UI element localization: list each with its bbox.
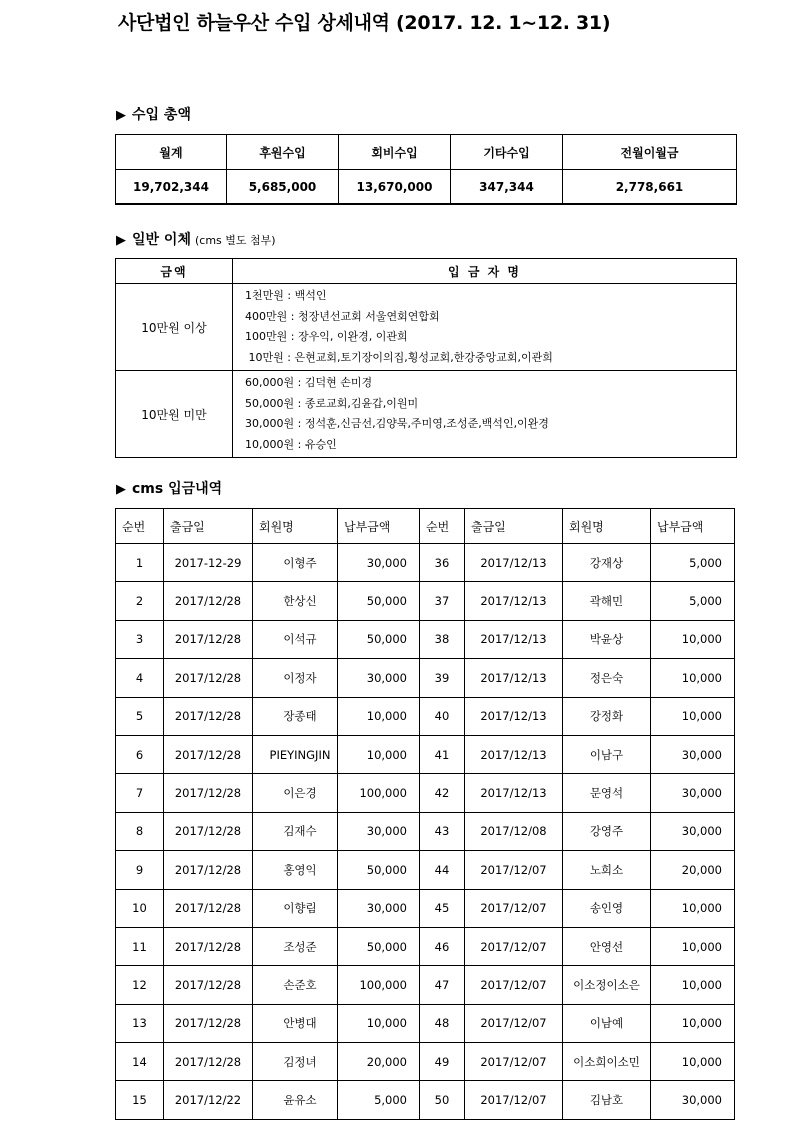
payment-amount: 10,000 — [651, 659, 735, 697]
member-name: 박윤상 — [563, 620, 651, 658]
payment-amount: 10,000 — [651, 620, 735, 658]
amount-category: 10만원 이상 — [116, 284, 233, 371]
general-transfer-table — [115, 258, 737, 458]
member-name: 이소희이소민 — [563, 1043, 651, 1081]
payment-amount: 50,000 — [338, 927, 420, 965]
row-number: 3 — [116, 620, 164, 658]
withdrawal-date: 2017/12/28 — [164, 889, 253, 927]
member-name: 강영주 — [563, 812, 651, 850]
withdrawal-date: 2017/12/22 — [164, 1081, 253, 1119]
payment-amount: 5,000 — [651, 544, 735, 582]
withdrawal-date: 2017/12/28 — [164, 927, 253, 965]
member-name: 윤유소 — [253, 1081, 338, 1119]
row-number: 37 — [420, 582, 465, 620]
withdrawal-date: 2017/12/13 — [465, 544, 563, 582]
withdrawal-date: 2017/12/13 — [465, 582, 563, 620]
member-name: 김정녀 — [253, 1043, 338, 1081]
withdrawal-date: 2017/12/13 — [465, 774, 563, 812]
row-number: 12 — [116, 966, 164, 1004]
list-item: 10만원 : 은현교회,토기장이의집,횡성교회,한강중앙교회,이관희 — [245, 350, 553, 364]
payment-amount: 10,000 — [651, 889, 735, 927]
row-number: 6 — [116, 735, 164, 773]
row-number: 11 — [116, 927, 164, 965]
withdrawal-date: 2017/12/28 — [164, 582, 253, 620]
member-name: 이남예 — [563, 1004, 651, 1042]
row-number: 10 — [116, 889, 164, 927]
row-number: 50 — [420, 1081, 465, 1119]
member-name: 문영석 — [563, 774, 651, 812]
table-row — [116, 927, 735, 965]
withdrawal-date: 2017/12/28 — [164, 812, 253, 850]
row-number: 14 — [116, 1043, 164, 1081]
amount-category: 10만원 미만 — [116, 371, 233, 458]
section-heading-cms — [116, 478, 222, 498]
member-name: 안영선 — [563, 927, 651, 965]
header-cell: 월계 — [116, 135, 227, 170]
other-value: 347,344 — [451, 170, 563, 205]
member-name: 노희소 — [563, 851, 651, 889]
row-number: 8 — [116, 812, 164, 850]
row-number: 46 — [420, 927, 465, 965]
withdrawal-date: 2017/12/13 — [465, 620, 563, 658]
table-row — [116, 544, 735, 582]
member-name: 홍영익 — [253, 851, 338, 889]
list-item: 100만원 : 장우익, 이완경, 이관희 — [245, 330, 408, 343]
withdrawal-date: 2017/12/07 — [465, 851, 563, 889]
member-name: 이남구 — [563, 735, 651, 773]
row-number: 5 — [116, 697, 164, 735]
payment-amount: 20,000 — [651, 851, 735, 889]
payment-amount: 10,000 — [338, 697, 420, 735]
table-row — [116, 620, 735, 658]
member-name: 조성준 — [253, 927, 338, 965]
payment-amount: 50,000 — [338, 620, 420, 658]
header-cell: 회원명 — [253, 509, 338, 544]
header-cell: 회원명 — [563, 509, 651, 544]
table-row — [116, 371, 737, 458]
header-cell: 전월이월금 — [563, 135, 737, 170]
header-cell: 납부금액 — [338, 509, 420, 544]
header-cell: 납부금액 — [651, 509, 735, 544]
section-title: cms 입금내역 — [132, 481, 223, 497]
header-cell: 출금일 — [164, 509, 253, 544]
withdrawal-date: 2017/12/13 — [465, 735, 563, 773]
triangle-bullet-icon: ▶ — [116, 108, 126, 123]
row-number: 15 — [116, 1081, 164, 1119]
withdrawal-date: 2017/12/28 — [164, 620, 253, 658]
header-cell: 기타수입 — [451, 135, 563, 170]
row-number: 41 — [420, 735, 465, 773]
donation-value: 5,685,000 — [227, 170, 339, 205]
payment-amount: 10,000 — [338, 735, 420, 773]
row-number: 47 — [420, 966, 465, 1004]
member-name: 김재수 — [253, 812, 338, 850]
depositor-list — [233, 284, 737, 371]
header-cell: 입 금 자 명 — [233, 259, 737, 284]
header-cell: 후원수입 — [227, 135, 339, 170]
payment-amount: 30,000 — [651, 812, 735, 850]
row-number: 4 — [116, 659, 164, 697]
withdrawal-date: 2017/12/07 — [465, 1081, 563, 1119]
member-name: 안병대 — [253, 1004, 338, 1042]
page-title: 사단법인 하늘우산 수입 상세내역 (2017. 12. 1~12. 31) — [118, 12, 611, 34]
payment-amount: 100,000 — [338, 966, 420, 1004]
table-row — [116, 1004, 735, 1042]
withdrawal-date: 2017/12/28 — [164, 966, 253, 1004]
list-item: 1천만원 : 백석인 — [245, 289, 327, 302]
withdrawal-date: 2017-12-29 — [164, 544, 253, 582]
table-row — [116, 889, 735, 927]
payment-amount: 20,000 — [338, 1043, 420, 1081]
withdrawal-date: 2017/12/07 — [465, 889, 563, 927]
header-cell: 금액 — [116, 259, 233, 284]
payment-amount: 10,000 — [338, 1004, 420, 1042]
payment-amount: 10,000 — [651, 697, 735, 735]
table-header-row — [116, 509, 735, 544]
list-item: 60,000원 : 김덕현 손미경 — [245, 376, 373, 389]
member-name: 김남호 — [563, 1081, 651, 1119]
income-summary-table — [115, 134, 737, 205]
carryover-value: 2,778,661 — [563, 170, 737, 205]
header-cell: 회비수입 — [339, 135, 451, 170]
row-number: 36 — [420, 544, 465, 582]
row-number: 7 — [116, 774, 164, 812]
payment-amount: 50,000 — [338, 851, 420, 889]
payment-amount: 100,000 — [338, 774, 420, 812]
withdrawal-date: 2017/12/28 — [164, 1004, 253, 1042]
withdrawal-date: 2017/12/28 — [164, 774, 253, 812]
payment-amount: 50,000 — [338, 582, 420, 620]
table-row — [116, 851, 735, 889]
payment-amount: 30,000 — [651, 774, 735, 812]
withdrawal-date: 2017/12/28 — [164, 659, 253, 697]
row-number: 45 — [420, 889, 465, 927]
payment-amount: 30,000 — [651, 735, 735, 773]
member-name: PIEYINGJIN — [253, 735, 338, 773]
section-heading-total — [116, 104, 191, 124]
row-number: 39 — [420, 659, 465, 697]
table-row — [116, 659, 735, 697]
table-row — [116, 966, 735, 1004]
payment-amount: 30,000 — [338, 544, 420, 582]
table-row — [116, 697, 735, 735]
member-name: 송인영 — [563, 889, 651, 927]
membership-value: 13,670,000 — [339, 170, 451, 205]
row-number: 44 — [420, 851, 465, 889]
payment-amount: 5,000 — [338, 1081, 420, 1119]
section-note: (cms 별도 첨부) — [194, 234, 276, 247]
table-row — [116, 1043, 735, 1081]
table-row — [116, 1081, 735, 1119]
member-name: 한상신 — [253, 582, 338, 620]
withdrawal-date: 2017/12/13 — [465, 659, 563, 697]
table-row — [116, 735, 735, 773]
header-cell: 순번 — [420, 509, 465, 544]
table-row — [116, 812, 735, 850]
triangle-bullet-icon: ▶ — [116, 233, 126, 248]
member-name: 강재상 — [563, 544, 651, 582]
triangle-bullet-icon: ▶ — [116, 482, 126, 497]
cms-deposit-table — [115, 508, 735, 1120]
withdrawal-date: 2017/12/28 — [164, 735, 253, 773]
member-name: 장종태 — [253, 697, 338, 735]
payment-amount: 10,000 — [651, 1004, 735, 1042]
payment-amount: 30,000 — [338, 659, 420, 697]
table-row — [116, 170, 737, 205]
row-number: 1 — [116, 544, 164, 582]
row-number: 49 — [420, 1043, 465, 1081]
row-number: 40 — [420, 697, 465, 735]
payment-amount: 10,000 — [651, 927, 735, 965]
member-name: 이향림 — [253, 889, 338, 927]
list-item: 50,000원 : 종로교회,김윤갑,이원미 — [245, 396, 419, 410]
depositor-list — [233, 371, 737, 458]
header-cell: 순번 — [116, 509, 164, 544]
total-value: 19,702,344 — [116, 170, 227, 205]
row-number: 9 — [116, 851, 164, 889]
table-header-row — [116, 259, 737, 284]
payment-amount: 30,000 — [651, 1081, 735, 1119]
member-name: 손준호 — [253, 966, 338, 1004]
header-cell: 출금일 — [465, 509, 563, 544]
withdrawal-date: 2017/12/28 — [164, 851, 253, 889]
withdrawal-date: 2017/12/07 — [465, 1004, 563, 1042]
section-title: 일반 이체 — [132, 232, 191, 248]
member-name: 이은경 — [253, 774, 338, 812]
row-number: 38 — [420, 620, 465, 658]
row-number: 48 — [420, 1004, 465, 1042]
member-name: 강정화 — [563, 697, 651, 735]
member-name: 이석규 — [253, 620, 338, 658]
list-item: 10,000원 : 유승인 — [245, 437, 337, 451]
withdrawal-date: 2017/12/13 — [465, 697, 563, 735]
member-name: 이형주 — [253, 544, 338, 582]
member-name: 이정자 — [253, 659, 338, 697]
member-name: 곽해민 — [563, 582, 651, 620]
table-header-row — [116, 135, 737, 170]
cms-table-body — [116, 544, 735, 1120]
withdrawal-date: 2017/12/07 — [465, 1043, 563, 1081]
table-row — [116, 284, 737, 371]
table-row — [116, 582, 735, 620]
withdrawal-date: 2017/12/28 — [164, 1043, 253, 1081]
table-row — [116, 774, 735, 812]
row-number: 42 — [420, 774, 465, 812]
row-number: 13 — [116, 1004, 164, 1042]
withdrawal-date: 2017/12/08 — [465, 812, 563, 850]
row-number: 43 — [420, 812, 465, 850]
payment-amount: 10,000 — [651, 1043, 735, 1081]
payment-amount: 10,000 — [651, 966, 735, 1004]
withdrawal-date: 2017/12/28 — [164, 697, 253, 735]
withdrawal-date: 2017/12/07 — [465, 927, 563, 965]
payment-amount: 30,000 — [338, 889, 420, 927]
payment-amount: 5,000 — [651, 582, 735, 620]
withdrawal-date: 2017/12/07 — [465, 966, 563, 1004]
payment-amount: 30,000 — [338, 812, 420, 850]
list-item: 400만원 : 청장년선교회 서울연회연합회 — [245, 309, 440, 323]
row-number: 2 — [116, 582, 164, 620]
section-heading-general — [116, 229, 276, 249]
list-item: 30,000원 : 정석훈,신금선,김양묵,주미영,조성준,백석인,이완경 — [245, 417, 549, 430]
section-title: 수입 총액 — [132, 107, 191, 123]
member-name: 정은숙 — [563, 659, 651, 697]
member-name: 이소정이소은 — [563, 966, 651, 1004]
